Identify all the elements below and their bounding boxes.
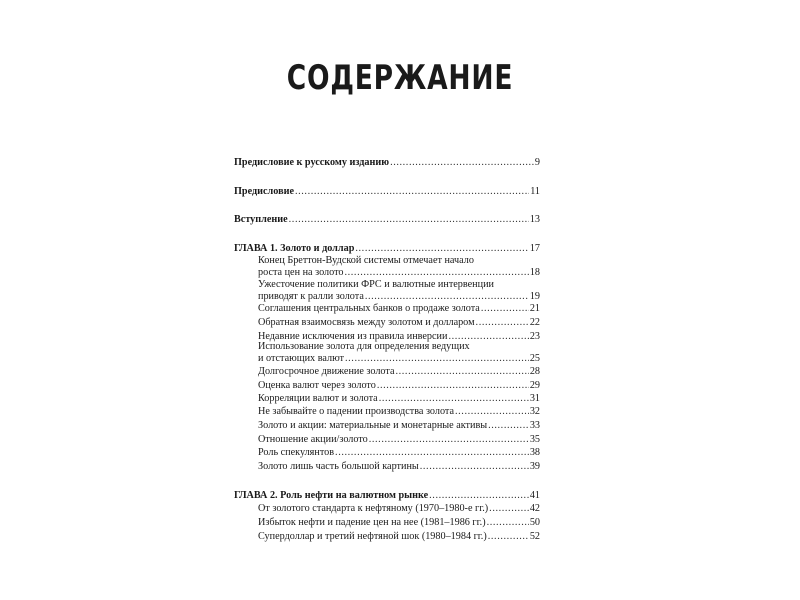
dot-leader (377, 380, 529, 392)
toc-entry-title: роста цен на золото (258, 267, 344, 278)
toc-entry-preface[interactable] (234, 186, 540, 198)
toc-entry-title: Корреляции валют и золота (258, 393, 378, 404)
toc-entry-page: 19 (529, 291, 540, 302)
toc-entry-leading-currencies[interactable] (258, 341, 540, 365)
toc-entry-page: 21 (529, 303, 540, 314)
toc-entry-page: 41 (529, 490, 540, 501)
toc-entry-page: 18 (529, 267, 540, 278)
toc-entry-title: Не забывайте о падении производства золота (258, 406, 455, 417)
toc-entry-page: 25 (529, 353, 540, 364)
toc-entry-title: Обратная взаимосвязь между золотом и долларом (258, 317, 475, 328)
toc-entry-page: 11 (530, 186, 540, 197)
dot-leader (420, 461, 529, 473)
dot-leader (345, 353, 529, 365)
toc-entry-page: 50 (529, 517, 540, 528)
toc-entry-title: Долгосрочное движение золота (258, 366, 395, 377)
toc-entry-gold-to-oil[interactable] (258, 503, 540, 515)
toc-entry-title: От золотого стандарта к нефтяному (1970–1980-е гг.) (258, 503, 489, 514)
toc-entry-page: 52 (529, 531, 540, 542)
toc-entry-page: 35 (529, 434, 540, 445)
toc-entry-title-line1: Использование золота для определения ведущих (258, 341, 470, 352)
dot-leader (489, 503, 529, 515)
toc-entry-title: и отстающих валют (258, 353, 345, 364)
toc-entry-title: ГЛАВА 1. Золото и доллар (234, 243, 355, 254)
toc-entry-valuation[interactable] (258, 380, 540, 392)
toc-entry-introduction[interactable] (234, 214, 540, 226)
toc-entry-production-decline[interactable] (258, 406, 540, 418)
toc-entry-page: 9 (534, 157, 540, 168)
toc-entry-title: Золото лишь часть большой картины (258, 461, 419, 472)
toc-entry-title: Вступление (234, 214, 288, 225)
toc-entry-chapter-1[interactable] (234, 243, 540, 255)
toc-entry-title-line1: Конец Бреттон-Вудской системы отмечает начало (258, 255, 474, 266)
toc-entry-page: 39 (529, 461, 540, 472)
toc-entry-page: 13 (529, 214, 540, 225)
toc-entry-page: 38 (529, 447, 540, 458)
dot-leader (365, 291, 529, 303)
toc-entry-preface-russian[interactable] (234, 157, 540, 169)
dot-leader (344, 267, 528, 279)
toc-entry-page: 28 (529, 366, 540, 377)
dot-leader (476, 317, 529, 329)
toc-entry-page: 29 (529, 380, 540, 391)
toc-entry-title: Супердоллар и третий нефтяной шок (1980–1984 гг.) (258, 531, 487, 542)
toc-entry-bretton-woods[interactable] (258, 255, 540, 279)
toc-entry-central-banks[interactable] (258, 303, 540, 315)
toc-entry-title: Оценка валют через золото (258, 380, 376, 391)
dot-leader (379, 393, 529, 405)
toc-entry-title-line1: Ужесточение политики ФРС и валютные интервенции (258, 279, 494, 290)
toc-entry-inverse-relation[interactable] (258, 317, 540, 329)
toc-entry-title: Отношение акции/золото (258, 434, 368, 445)
toc-entry-page: 17 (529, 243, 540, 254)
toc-entry-stocks-gold-ratio[interactable] (258, 434, 540, 446)
toc-entry-page: 31 (529, 393, 540, 404)
dot-leader (369, 434, 529, 446)
toc-entry-title: Роль спекулянтов (258, 447, 335, 458)
toc-entry-title: Золото и акции: материальные и монетарные активы (258, 420, 488, 431)
dot-leader (487, 517, 529, 529)
page-title: СОДЕРЖАНИЕ (286, 58, 514, 98)
dot-leader (295, 186, 529, 198)
toc-entry-long-term[interactable] (258, 366, 540, 378)
toc-entry-page: 23 (529, 331, 540, 342)
dot-leader (429, 490, 529, 502)
toc-entry-page: 22 (529, 317, 540, 328)
dot-leader (481, 303, 529, 315)
toc-entry-page: 42 (529, 503, 540, 514)
toc-entry-title: Избыток нефти и падение цен на нее (1981–1986 гг.) (258, 517, 486, 528)
dot-leader (355, 243, 528, 255)
dot-leader (488, 531, 529, 543)
toc-entry-speculators[interactable] (258, 447, 540, 459)
dot-leader (289, 214, 529, 226)
toc-entry-page: 32 (529, 406, 540, 417)
toc-entry-title: Предисловие (234, 186, 294, 197)
dot-leader (455, 406, 529, 418)
toc-entry-title: Предисловие к русскому изданию (234, 157, 390, 168)
toc-entry-title: Соглашения центральных банков о продаже золота (258, 303, 480, 314)
toc-entry-fed-policy[interactable] (258, 279, 540, 303)
toc-entry-title: приводят к ралли золота (258, 291, 364, 302)
dot-leader (395, 366, 528, 378)
dot-leader (335, 447, 529, 459)
toc-entry-page: 33 (529, 420, 540, 431)
toc-entry-correlations[interactable] (258, 393, 540, 405)
toc-entry-superdollar[interactable] (258, 531, 540, 543)
dot-leader (488, 420, 529, 432)
toc-entry-chapter-2[interactable] (234, 490, 540, 502)
dot-leader (390, 157, 534, 169)
toc-entry-oil-glut[interactable] (258, 517, 540, 529)
toc-entry-title: ГЛАВА 2. Роль нефти на валютном рынке (234, 490, 429, 501)
toc-entry-big-picture[interactable] (258, 461, 540, 473)
toc-entry-gold-stocks[interactable] (258, 420, 540, 432)
toc-entry-title: Недавние исключения из правила инверсии (258, 331, 448, 342)
